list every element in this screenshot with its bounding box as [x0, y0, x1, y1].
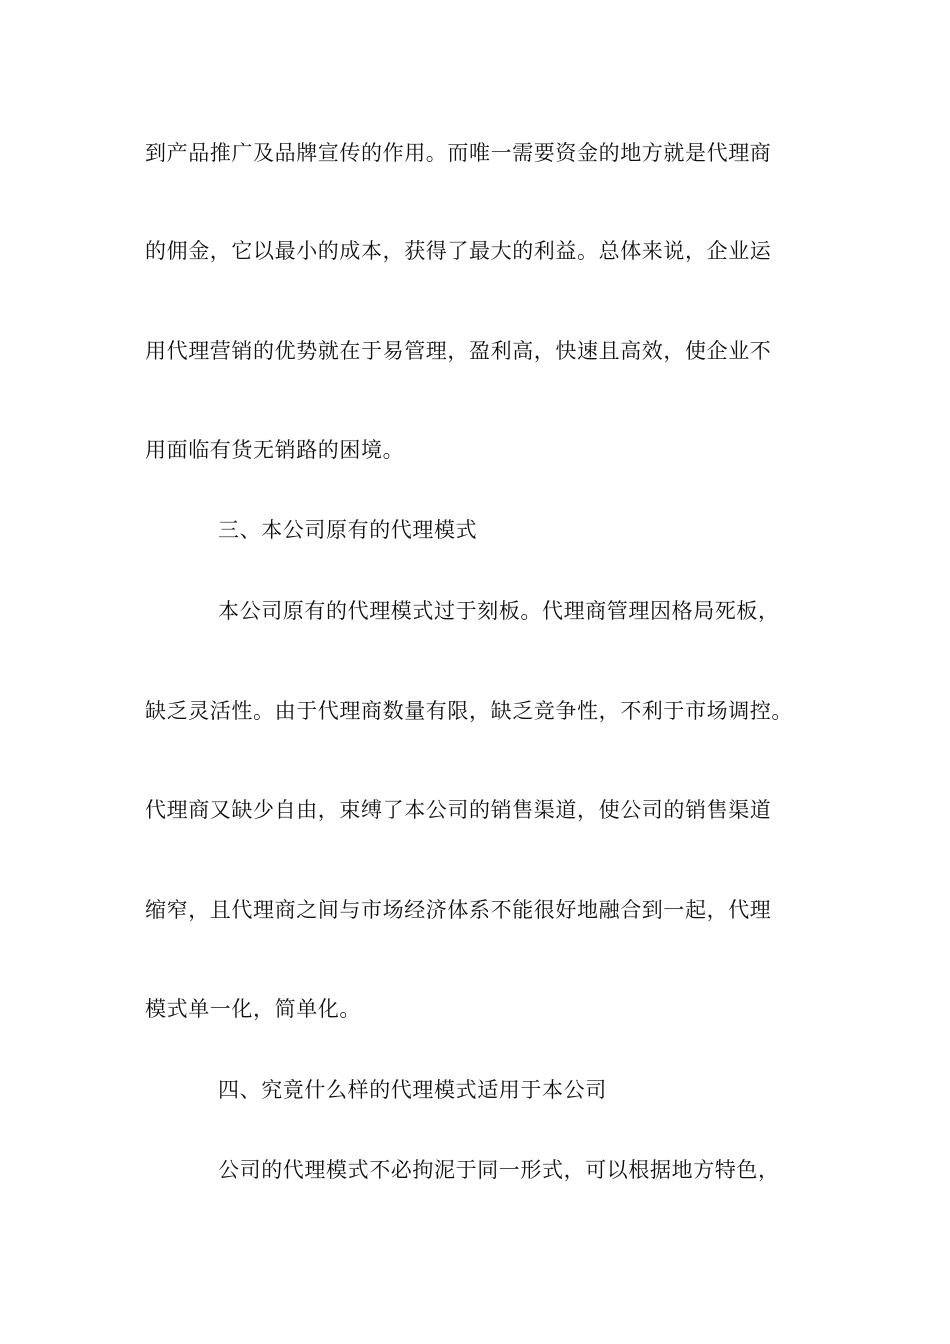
paragraph-line: 本公司原有的代理模式过于刻板。代理商管理因格局死板，	[218, 599, 780, 623]
paragraph-line: 缺乏灵活性。由于代理商数量有限，缺乏竞争性，不利于市场调控。	[145, 699, 793, 723]
paragraph-line: 代理商又缺少自由，束缚了本公司的销售渠道，使公司的销售渠道	[145, 798, 772, 822]
paragraph-line: 用代理营销的优势就在于易管理，盈利高，快速且高效，使企业不	[145, 339, 772, 363]
paragraph-line: 到产品推广及品牌宣传的作用。而唯一需要资金的地方就是代理商	[145, 141, 772, 165]
paragraph-line: 缩窄，且代理商之间与市场经济体系不能很好地融合到一起，代理	[145, 898, 772, 922]
section-heading: 三、本公司原有的代理模式	[218, 518, 478, 542]
paragraph-line: 的佣金，它以最小的成本，获得了最大的利益。总体来说，企业运	[145, 239, 772, 263]
paragraph-line: 用面临有货无销路的困境。	[145, 438, 405, 462]
paragraph-line: 模式单一化，简单化。	[145, 997, 361, 1021]
paragraph-line: 公司的代理模式不必拘泥于同一形式，可以根据地方特色，	[218, 1158, 780, 1182]
section-heading: 四、究竟什么样的代理模式适用于本公司	[218, 1078, 607, 1102]
